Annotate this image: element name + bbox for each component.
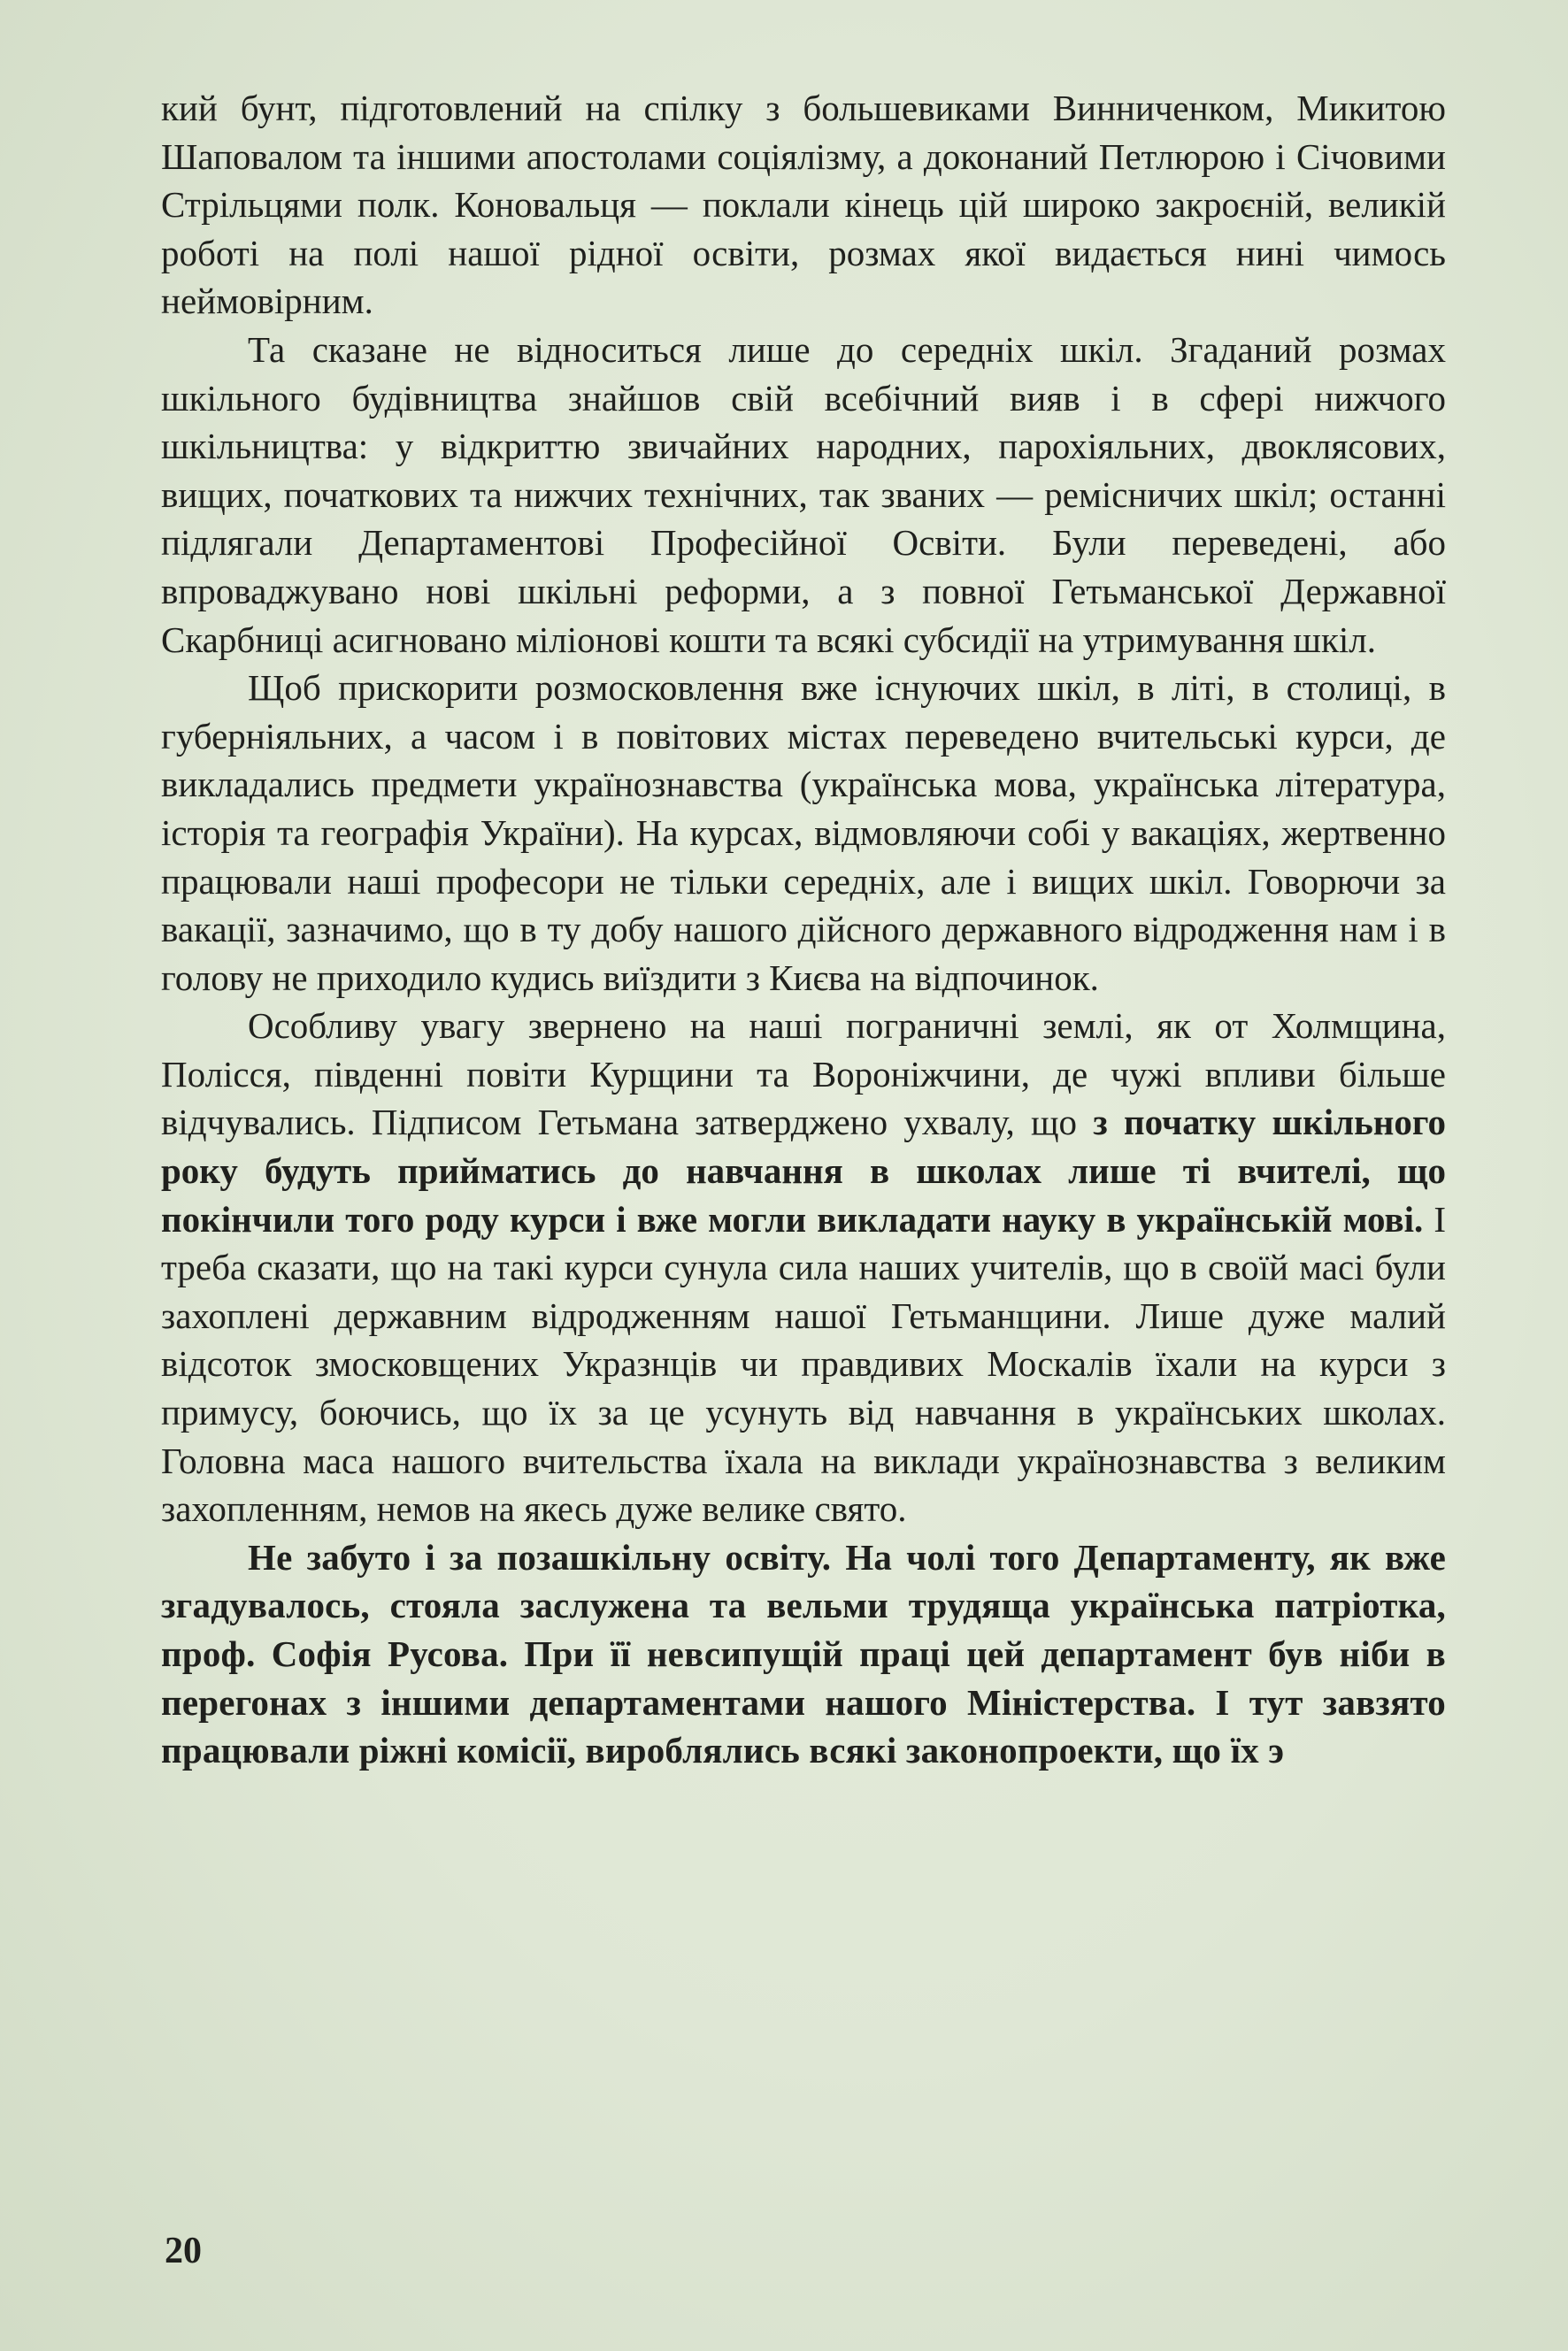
paragraph-4-text-after: І треба сказати, що на такі курси сунула сила наших учителів, що в своїй масі були захоплені державним відродженням нашої Гетьманщини. Лише дуже малий відсоток змосковщених Укразнців чи правдивих Москалів їхали на курси з примусу, боючись, що їх за це усунуть від навчання в українських школах. Головна маса нашого вчительства їхала на виклади українознавства з великим захопленням, немов на якесь дуже велике свято. (161, 1198, 1446, 1530)
paragraph-4-text-before: Особливу увагу звернено на наші пограничні землі, як от Холмщина, Полісся, південні повіти Курщини та Вороніжчини, де чужі впливи більше відчувались. Підписом Гетьмана затверджено ухвалу, що (161, 1005, 1446, 1143)
paragraph-1: кий бунт, підготовлений на спілку з большевиками Винниченком, Микитою Шаповалом та іншими апостолами соціялізму, а доконаний Петлюрою і Січовими Стрільцями полк. Коновальця — поклали кінець цій широко закроєній, великій роботі на полі нашої рідної освіти, розмах якої видається нині чимось неймовірним. (161, 88, 1446, 322)
paragraph-4 (161, 1002, 1446, 1533)
paragraph-5: Не забуто і за позашкільну освіту. На чолі того Департаменту, як вже згадувалось, стояла заслужена та вельми трудяща українська патріотка, проф. Софія Русова. При її невсипущій праці цей департамент був ніби в перегонах з іншими департаментами нашого Міністерства. І тут завзято працювали ріжні комісії, вироблялись всякі законопроекти, що їх э (161, 1536, 1446, 1771)
paragraph-4-bold-text: з початку шкільного року будуть прийматись до навчання в школах лише ті вчителі, що покінчили того роду курси і вже могли викладати науку в українській мові. (161, 1102, 1446, 1240)
paragraph-3: Щоб прискорити розмосковлення вже існуючих шкіл, в літі, в столиці, в губерніяльних, а часом і в повітових містах переведено вчительські курси, де викладались предмети українознавства (українська мова, українська література, історія та географія України). На курсах, відмовляючи собі у вакаціях, жертвенно працювали наші професори не тільки середніх, але і вищих шкіл. Говорючи за вакації, зазначимо, що в ту добу нашого дійсного державного відродження нам і в голову не приходило кудись виїздити з Києва на відпочинок. (161, 667, 1446, 998)
page-number: 20 (165, 2231, 202, 2271)
paragraph-2: Та сказане не відноситься лише до середніх шкіл. Згаданий розмах шкільного будівництва знайшов свій всебічний вияв і в сфері нижчого шкільництва: у відкриттю звичайних народних, парохіяльних, двоклясових, вищих, початкових та нижчих технічних, так званих — ремісничих шкіл; останні підлягали Департаментові Професійної Освіти. Були переведені, або впроваджувано нові шкільні реформи, а з повної Гетьманської Державної Скарбниці асигновано міліонові кошти та всякі субсидії на утримування шкіл. (161, 328, 1446, 660)
body-text (161, 84, 1446, 1775)
